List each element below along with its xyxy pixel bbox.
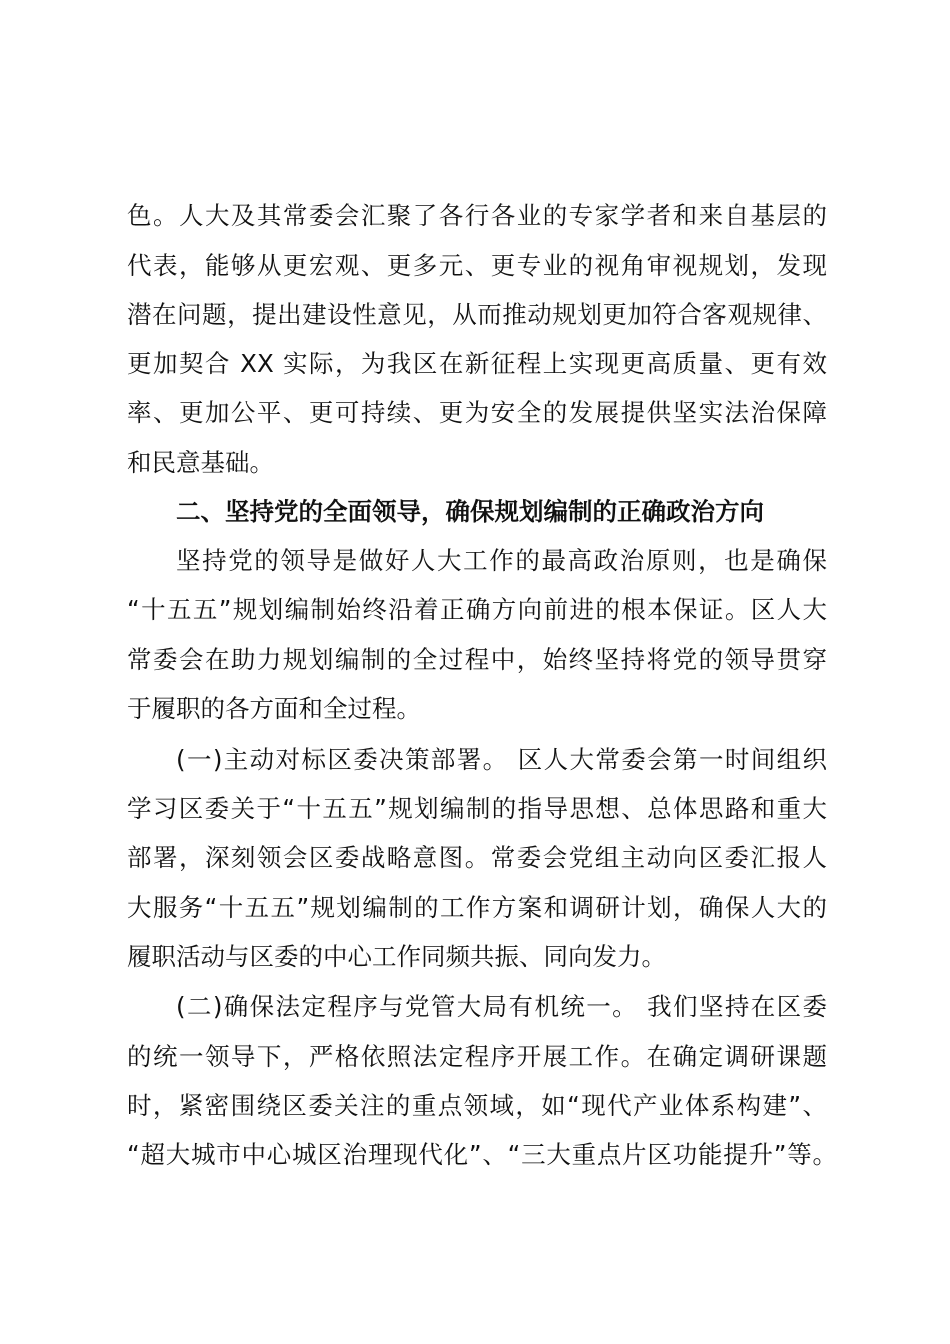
paragraph-3-line-3: 部署，深刻领会区委战略意图。常委会党组主动向区委汇报人: [127, 843, 827, 872]
paragraph-2-line-3: 常委会在助力规划编制的全过程中，始终坚持将党的领导贯穿: [127, 645, 827, 674]
paragraph-3-line-5: 履职活动与区委的中心工作同频共振、同向发力。: [127, 942, 666, 971]
paragraph-2-line-2: “十五五”规划编制始终沿着正确方向前进的根本保证。区人大: [127, 595, 827, 624]
paragraph-1-line-4: 更加契合 XX 实际，为我区在新征程上实现更高质量、更有效: [127, 349, 827, 378]
paragraph-4-line-3: 时，紧密围绕区委关注的重点领域，如“现代产业体系构建”、: [127, 1091, 827, 1120]
paragraph-1-line-6: 和民意基础。: [127, 448, 274, 477]
paragraph-2-line-4: 于履职的各方面和全过程。: [127, 694, 421, 723]
paragraph-3-line-2: 学习区委关于“十五五”规划编制的指导思想、总体思路和重大: [127, 794, 827, 823]
paragraph-3-line-4: 大服务“十五五”规划编制的工作方案和调研计划，确保人大的: [127, 893, 827, 922]
paragraph-4-line-4: “超大城市中心城区治理现代化”、“三大重点片区功能提升”等。: [127, 1140, 837, 1169]
section-2-heading: 二、坚持党的全面领导，确保规划编制的正确政治方向: [176, 497, 764, 526]
paragraph-1-line-1: 色。人大及其常委会汇聚了各行各业的专家学者和来自基层的: [127, 201, 827, 230]
paragraph-1-line-2: 代表，能够从更宏观、更多元、更专业的视角审视规划，发现: [127, 251, 827, 280]
paragraph-1-line-5: 率、更加公平、更可持续、更为安全的发展提供坚实法治保障: [127, 398, 827, 427]
paragraph-2-line-1: 坚持党的领导是做好人大工作的最高政治原则，也是确保: [176, 546, 827, 575]
paragraph-4-line-2: 的统一领导下，严格依照法定程序开展工作。在确定调研课题: [127, 1042, 827, 1071]
paragraph-1-line-3: 潜在问题，提出建设性意见，从而推动规划更加符合客观规律、: [127, 300, 827, 329]
paragraph-3-line-1: (一)主动对标区委决策部署。 区人大常委会第一时间组织: [176, 745, 827, 774]
paragraph-4-line-1: (二)确保法定程序与党管大局有机统一。 我们坚持在区委: [176, 992, 827, 1021]
